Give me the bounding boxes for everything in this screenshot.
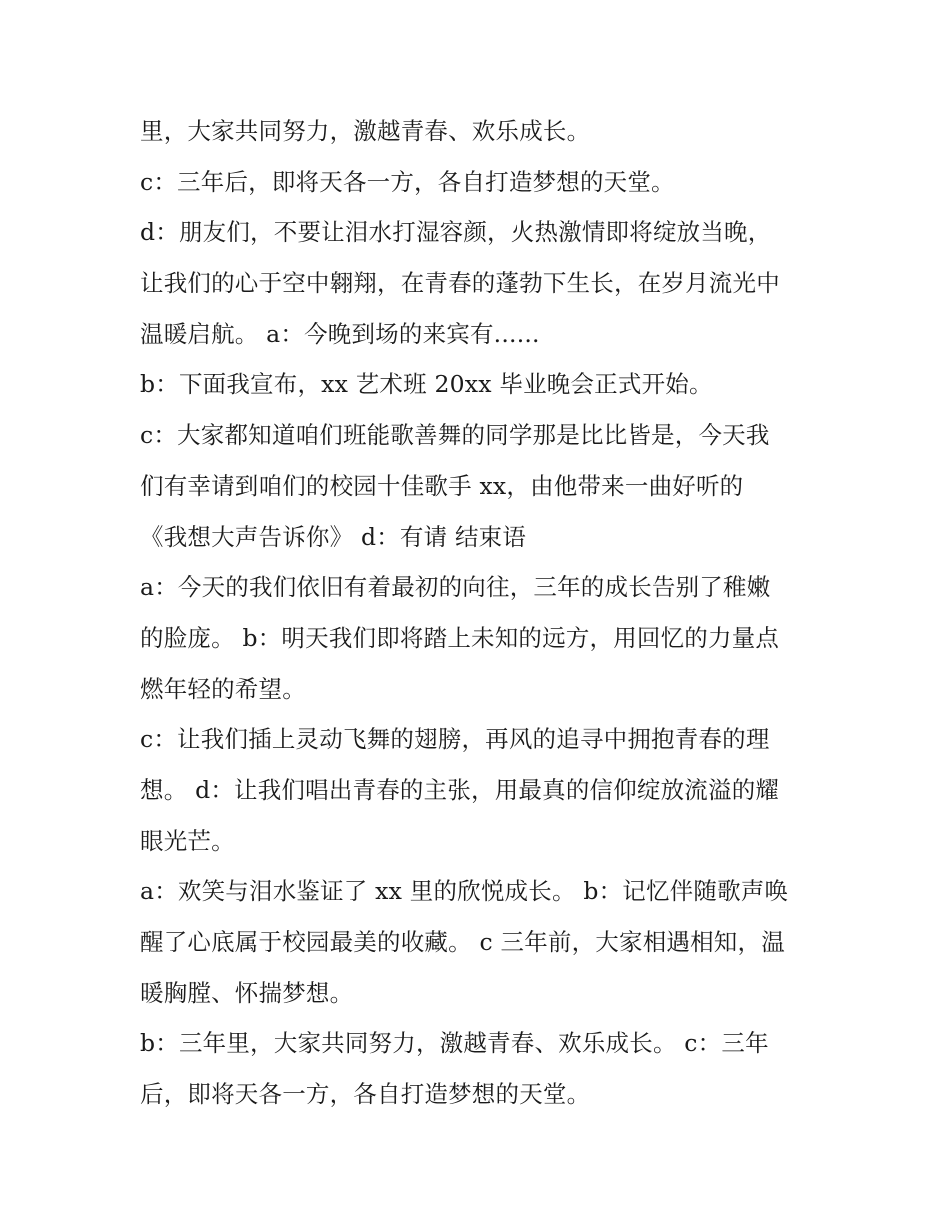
text-line: a：欢笑与泪水鉴证了 xx 里的欣悦成长。 b：记忆伴随歌声唤 (140, 877, 789, 906)
text-line: b：三年里，大家共同努力，激越青春、欢乐成长。 c：三年 (140, 1029, 769, 1058)
text-line: c：让我们插上灵动飞舞的翅膀，再风的追寻中拥抱青春的理 (140, 725, 770, 754)
text-line: c：大家都知道咱们班能歌善舞的同学那是比比皆是，今天我 (140, 421, 770, 450)
text-line: 们有幸请到咱们的校园十佳歌手 xx，由他带来一曲好听的 (140, 471, 744, 500)
text-line: 后，即将天各一方，各自打造梦想的天堂。 (140, 1080, 591, 1109)
text-line: 暖胸膛、怀揣梦想。 (140, 978, 354, 1007)
text-line: 让我们的心于空中翱翔，在青春的蓬勃下生长，在岁月流光中 (140, 269, 780, 298)
text-line: a：今天的我们依旧有着最初的向往，三年的成长告别了稚嫩 (140, 573, 771, 602)
text-line: c：三年后，即将天各一方，各自打造梦想的天堂。 (140, 167, 675, 196)
text-line: 的脸庞。 b：明天我们即将踏上未知的远方，用回忆的力量点 (140, 623, 780, 652)
text-line: 眼光芒。 (140, 826, 235, 855)
document-text-body (140, 106, 820, 1120)
text-line: d：朋友们，不要让泪水打湿容颜，火热激情即将绽放当晚， (140, 218, 772, 247)
text-line: b：下面我宣布，xx 艺术班 20xx 毕业晚会正式开始。 (140, 370, 713, 399)
text-line: 醒了心底属于校园最美的收藏。 c 三年前，大家相遇相知，温 (140, 928, 785, 956)
text-line: 温暖启航。 a：今晚到场的来宾有...... (140, 319, 540, 348)
text-line: 《我想大声告诉你》 d：有请 结束语 (140, 522, 527, 551)
text-line: 里，大家共同努力，激越青春、欢乐成长。 (140, 117, 591, 145)
text-line: 想。 d：让我们唱出青春的主张，用最真的信仰绽放流溢的耀 (140, 775, 780, 804)
text-line: 燃年轻的希望。 (140, 674, 306, 703)
